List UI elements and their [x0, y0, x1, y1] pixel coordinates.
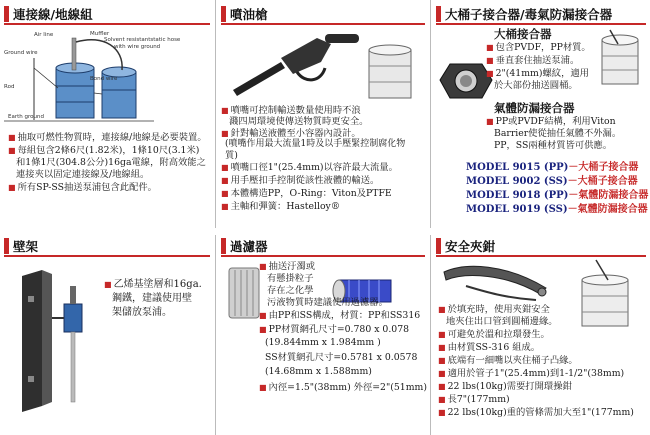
- header-bar: [221, 6, 226, 22]
- panel-header: [4, 4, 93, 24]
- bullet-item: ■ 抽送汙濁或: [259, 261, 316, 272]
- bullet-item: ■ 22 lbs(10kg)重的管條需加大至1"(177mm): [438, 407, 634, 418]
- illustration-label: Solvent resistantstatic hose: [104, 37, 181, 43]
- header-bar: [221, 238, 226, 254]
- model-line: MODEL 9019 (SS)－氣體防漏接合器: [466, 204, 648, 215]
- panel-title: 過濾器: [230, 239, 268, 254]
- text-line: 濺四周環境使傳送物質時更安全。: [229, 116, 369, 127]
- panel-title: 噴油槍: [230, 7, 268, 22]
- illustration-label: Air line: [34, 32, 54, 38]
- panel-title: 壁架: [13, 239, 39, 254]
- bullet-item: ■ 垂直套住抽送泵浦。: [486, 55, 580, 66]
- header-rule: [436, 23, 646, 25]
- text-line: 地夾住出口管到圓桶邊緣。: [446, 316, 558, 327]
- text-line: 鋼鐵，建議使用壁: [112, 293, 192, 304]
- header-rule: [4, 23, 210, 25]
- text-line: (14.68mm x 1.588mm): [265, 366, 372, 377]
- pump-icon: [52, 286, 82, 402]
- bullet-item: ■ 22 lbs(10kg)需要打開環操鉗: [438, 381, 572, 392]
- drum-icon: [369, 45, 411, 98]
- text-line: 和1條1尺(304.8公分)16ga電線，附高效能之: [16, 157, 206, 168]
- bullet-item: ■ 本體構造PP，O-Ring：Viton及PTFE: [221, 188, 392, 199]
- bullet-item: ■ PP或PVDF結構，利用Viton: [486, 116, 616, 127]
- text-line: 連接夾以固定連接線及/地線組。: [16, 169, 150, 180]
- panel-clamp: [436, 236, 648, 432]
- strainer-pp-icon: [229, 268, 259, 318]
- drum-icon: [602, 30, 638, 84]
- separator: [215, 0, 216, 228]
- panel-header: [4, 236, 38, 256]
- model-line: MODEL 9018 (PP)－氣體防漏接合器: [466, 190, 649, 201]
- bullet-item: ■ 抽取可燃性物質時，連接線/地線是必要裝置。: [8, 132, 207, 143]
- wall-bracket-icon: [22, 270, 52, 412]
- panel-connector: [436, 4, 648, 230]
- header-rule: [221, 23, 425, 25]
- header-rule: [221, 255, 425, 257]
- text-line: 污液物質時建議使用過濾器。: [267, 297, 388, 308]
- section-heading: 大桶接合器: [494, 27, 552, 41]
- panel-bracket: [4, 236, 212, 432]
- bracket-illustration: [8, 266, 102, 416]
- separator: [430, 0, 431, 228]
- bullet-item: ■ 底端有一細嘴以夾住桶子凸緣。: [438, 355, 578, 366]
- bullet-item: ■ 所有SP-SS抽送泵浦包含此配件。: [8, 182, 157, 193]
- panel-title: 大桶子接合器/毒氣防漏接合器: [445, 7, 613, 22]
- panel-header: [221, 236, 268, 256]
- illustration-label: Muffler: [90, 31, 110, 37]
- illustration-label: Bond wire: [90, 76, 118, 82]
- nozzle-illustration: [221, 28, 425, 100]
- safety-clamp-icon: [444, 266, 546, 300]
- header-bar: [4, 6, 9, 22]
- panel-header: [436, 236, 495, 256]
- header-rule: [436, 255, 646, 257]
- illustration-label: Rod: [4, 84, 15, 90]
- bullet-item: ■ 內徑=1.5"(38mm) 外徑=2"(51mm): [259, 382, 427, 393]
- bullet-item: ■ 噴嘴可控制輸送數量使用時不浪: [221, 105, 361, 116]
- text-line: 架儲放泵浦。: [112, 307, 172, 318]
- text-line: SS材質網孔尺寸=0.5781 x 0.0578: [265, 352, 418, 363]
- section-heading: 氣體防漏接合器: [494, 101, 575, 115]
- bullet-item: ■ 包含PVDF，PP材質。: [486, 42, 591, 53]
- nozzle-gun-icon: [233, 34, 359, 96]
- header-bar: [4, 238, 9, 254]
- text-line: (噴嘴作用最大流量1時及以手壓緊控制腐化物: [225, 139, 406, 149]
- bullet-item: ■ 適用於管子1"(25.4mm)到1-1/2"(38mm): [438, 368, 625, 379]
- separator: [215, 235, 216, 435]
- panel-header: [221, 4, 268, 24]
- panel-filter: [221, 236, 427, 432]
- panel-nozzle: [221, 4, 427, 230]
- text-line: 存在之化學: [267, 285, 314, 296]
- illustration-label: with wire ground: [114, 44, 161, 50]
- text-line: PP，SS兩種材質皆可供應。: [494, 140, 613, 151]
- bullet-item: ■ 可避免於溫和拉環發生。: [438, 329, 550, 340]
- bullet-item: ■ 針對輸送液體至小容器內設計。: [221, 128, 361, 139]
- bullet-item: ■ PP材質網孔尺寸=0.780 x 0.078: [259, 324, 410, 335]
- bullet-item: ■ 主軸和彈簧：Hastelloy®: [221, 201, 341, 212]
- text-line: (19.844mm x 1.984mm ): [265, 337, 381, 348]
- bung-adapter-icon: [440, 64, 492, 98]
- text-line: 質): [225, 150, 238, 161]
- panel-title: 連接線/地線組: [13, 7, 93, 22]
- header-bar: [436, 238, 441, 254]
- panel-grounding: [4, 4, 212, 230]
- illustration-label: Earth ground: [8, 114, 44, 120]
- bullet-item: ■ 乙烯基塗層和16ga.: [104, 279, 202, 290]
- model-line: MODEL 9002 (SS)－大桶子接合器: [466, 176, 638, 187]
- bullet-item: ■ 長7"(177mm): [438, 394, 510, 405]
- header-bar: [436, 6, 441, 22]
- drum-left-icon: [56, 63, 94, 118]
- model-line: MODEL 9015 (PP)－大桶子接合器: [466, 162, 639, 173]
- drum-right-icon: [102, 67, 136, 118]
- header-rule: [4, 255, 210, 257]
- drum-icon: [582, 260, 628, 326]
- illustration-label: Ground wire: [4, 50, 38, 56]
- text-line: 有懸掛粒子: [267, 273, 314, 284]
- drum-illustration: [596, 30, 644, 86]
- bullet-item: ■ 由材質SS-316 組成。: [438, 342, 541, 353]
- bullet-item: ■ 2"(41mm)螺紋，適用: [486, 68, 589, 79]
- bullet-item: ■ 由PP和SS構成，材質：PP和SS316: [259, 310, 421, 321]
- bullet-item: ■ 每組包含2條6尺(1.82米)，1條10尺(3.1米): [8, 145, 200, 156]
- panel-header: [436, 4, 612, 24]
- bullet-item: ■ 用手壓扣手控制從該性液體的輸送。: [221, 175, 380, 186]
- panel-title: 安全夾鉗: [445, 239, 496, 254]
- bullet-item: ■ 噴嘴口徑1"(25.4mm)以容許最大流量。: [221, 162, 398, 173]
- text-line: 於大部份抽送圓桶。: [494, 80, 578, 91]
- text-line: Barrier使從抽任氣體不外漏。: [494, 128, 622, 139]
- bullet-item: ■ 於填充時，使用夾鉗安全: [438, 304, 550, 315]
- separator: [430, 235, 431, 435]
